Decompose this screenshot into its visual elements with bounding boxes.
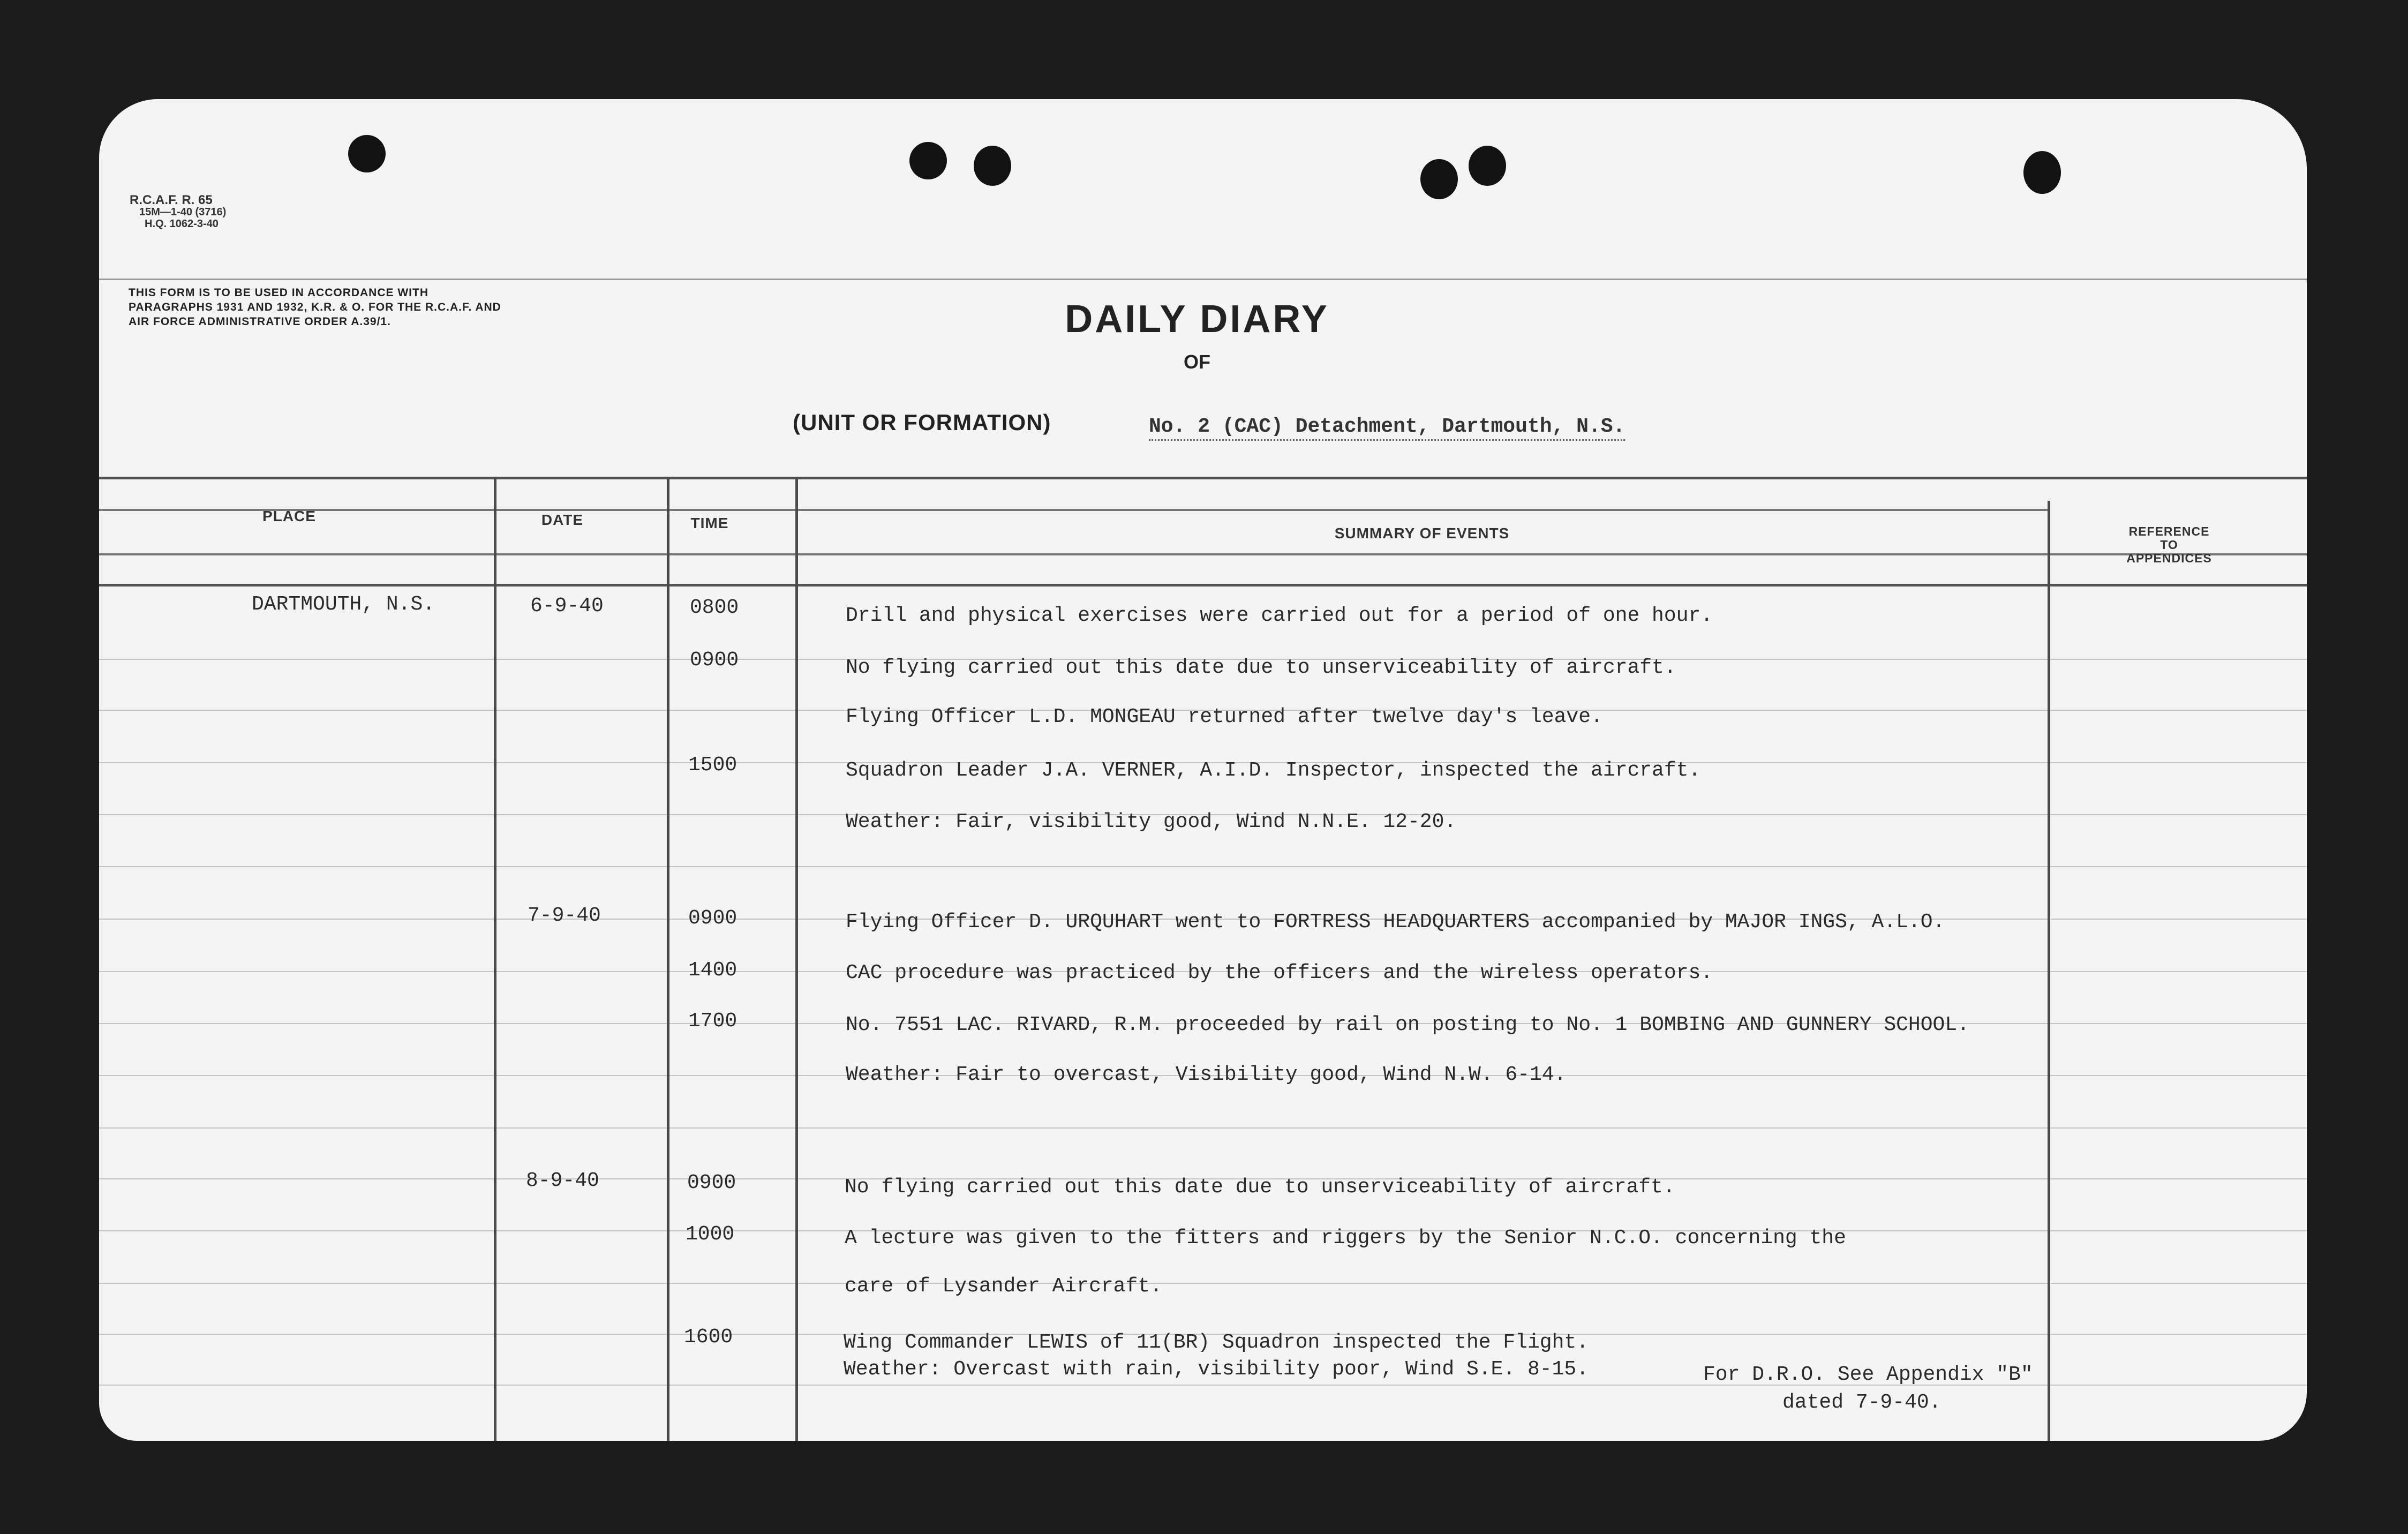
- column-divider: [795, 477, 798, 1441]
- entry-text: Wing Commander LEWIS of 11(BR) Squadron inspected the Flight.: [844, 1331, 1589, 1354]
- column-date-header: DATE: [541, 512, 584, 528]
- entry-place: DARTMOUTH, N.S.: [252, 593, 435, 616]
- column-summary-header: SUMMARY OF EVENTS: [1334, 525, 1510, 542]
- reference-header-line: REFERENCE: [2128, 524, 2210, 538]
- appendix-reference-date: dated 7-9-40.: [1782, 1391, 1942, 1414]
- entry-time: 0900: [690, 649, 739, 672]
- form-code-line: H.Q. 1062-3-40: [145, 218, 219, 230]
- entry-text: CAC procedure was practiced by the officers and the wireless operators.: [846, 961, 1713, 984]
- punch-hole: [2023, 151, 2061, 194]
- entry-time: 1000: [686, 1223, 735, 1246]
- entry-text: Weather: Fair, visibility good, Wind N.N.E. 12-20.: [846, 810, 1457, 833]
- punch-hole: [1469, 146, 1506, 186]
- entry-text: Weather: Fair to overcast, Visibility good, Wind N.W. 6-14.: [846, 1063, 1567, 1086]
- entry-time: 1400: [688, 959, 738, 982]
- form-instructions: THIS FORM IS TO BE USED IN ACCORDANCE WITH PARAGRAPHS 1931 AND 1932, K.R. & O. FOR THE R.C.A.F. AND AIR FORCE ADMINISTRATIVE ORDER A.39/1.: [129, 287, 501, 328]
- form-code-line: R.C.A.F. R. 65: [130, 193, 213, 207]
- unit-value: No. 2 (CAC) Detachment, Dartmouth, N.S.: [1149, 415, 1625, 441]
- divider: [99, 584, 2307, 586]
- punch-hole: [348, 135, 386, 172]
- entry-text: care of Lysander Aircraft.: [845, 1275, 1162, 1298]
- divider: [99, 279, 2307, 280]
- form-code: [130, 194, 226, 230]
- column-divider: [667, 477, 669, 1441]
- entry-time: 1700: [688, 1010, 738, 1033]
- column-reference-header: [2049, 525, 2290, 565]
- entry-text: Flying Officer L.D. MONGEAU returned after twelve day's leave.: [846, 705, 1603, 728]
- entry-text: No flying carried out this date due to unserviceability of aircraft.: [845, 1176, 1675, 1199]
- diary-card: [99, 99, 2307, 1441]
- column-divider: [2048, 501, 2050, 1441]
- entry-text: Drill and physical exercises were carried out for a period of one hour.: [846, 604, 1713, 627]
- entry-date: 7-9-40: [528, 904, 601, 927]
- rule-line: [99, 1283, 2307, 1284]
- entry-text: No. 7551 LAC. RIVARD, R.M. proceeded by rail on posting to No. 1 BOMBING AND GUNNERY SCHOOL.: [846, 1013, 1969, 1036]
- title-of: OF: [1184, 351, 1210, 373]
- entry-text: A lecture was given to the fitters and riggers by the Senior N.C.O. concerning the: [845, 1227, 1846, 1250]
- rule-line: [99, 866, 2307, 867]
- column-time-header: TIME: [690, 515, 729, 531]
- entry-text: Weather: Overcast with rain, visibility poor, Wind S.E. 8-15.: [844, 1358, 1589, 1381]
- entry-time: 1600: [684, 1326, 733, 1349]
- entry-text: No flying carried out this date due to unserviceability of aircraft.: [846, 656, 1676, 679]
- reference-header-line: APPENDICES: [2126, 551, 2212, 565]
- entry-time: 0900: [688, 907, 738, 930]
- entry-time: 0800: [690, 596, 739, 619]
- divider: [99, 553, 2307, 555]
- column-place-header: PLACE: [262, 508, 316, 524]
- entry-time: 1500: [688, 754, 738, 777]
- page-title: DAILY DIARY: [1065, 298, 1329, 341]
- column-divider: [494, 477, 496, 1441]
- rule-line: [99, 1127, 2307, 1129]
- entry-time: 0900: [687, 1171, 736, 1194]
- appendix-reference: For D.R.O. See Appendix "B": [1703, 1363, 2033, 1386]
- form-code-line: 15M—1-40 (3716): [139, 206, 227, 218]
- unit-label: (UNIT OR FORMATION): [793, 410, 1051, 435]
- entry-text: Squadron Leader J.A. VERNER, A.I.D. Inspector, inspected the aircraft.: [846, 759, 1701, 782]
- punch-hole: [1420, 159, 1458, 199]
- entry-text: Flying Officer D. URQUHART went to FORTRESS HEADQUARTERS accompanied by MAJOR INGS, A.L.O.: [846, 911, 1945, 934]
- punch-hole: [909, 142, 947, 179]
- entry-date: 8-9-40: [526, 1169, 599, 1192]
- divider: [99, 477, 2307, 479]
- reference-header-line: TO: [2160, 538, 2178, 552]
- entry-date: 6-9-40: [530, 595, 604, 618]
- punch-hole: [974, 146, 1011, 186]
